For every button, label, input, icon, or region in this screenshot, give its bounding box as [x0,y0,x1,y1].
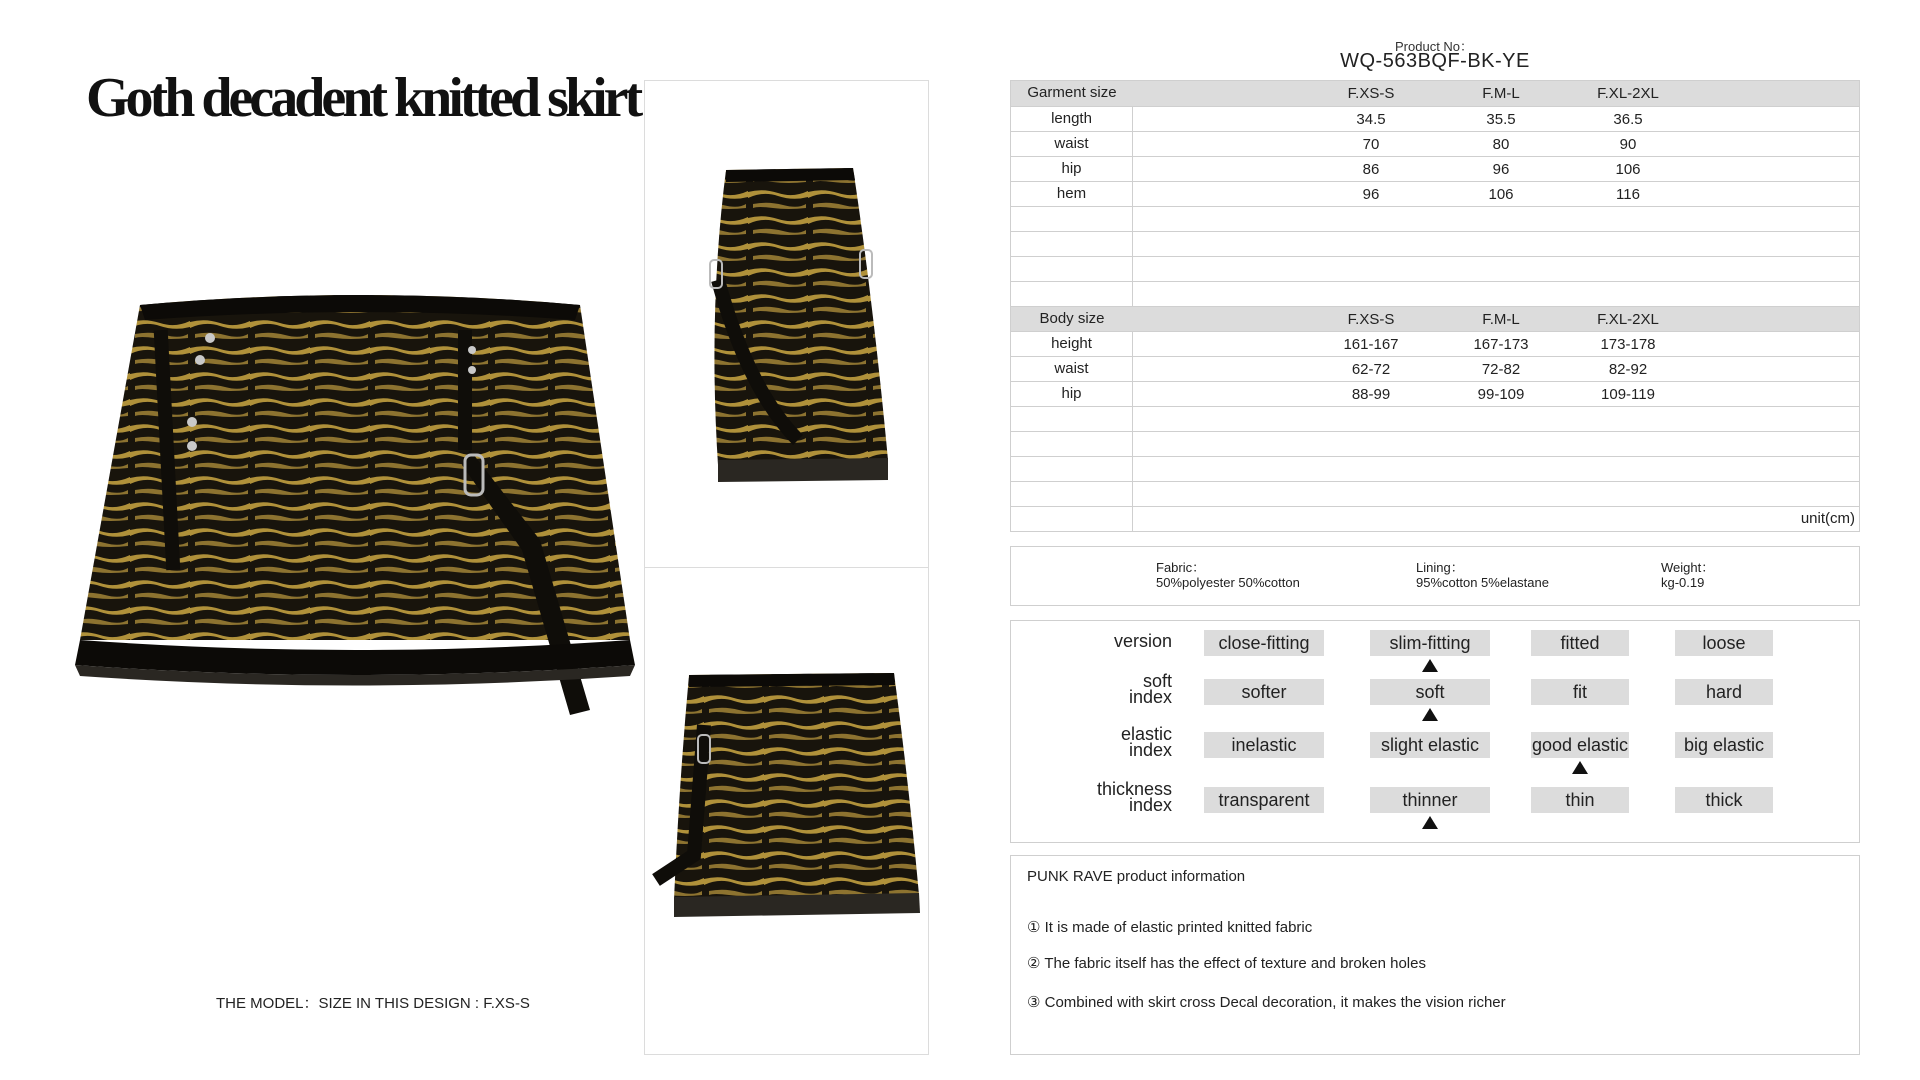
table-row-empty [1011,481,1859,506]
option-chip: transparent [1204,787,1324,813]
row-label: hip [1011,157,1133,181]
option-chip: inelastic [1204,732,1324,758]
selected-marker-icon [1422,659,1438,672]
table-row [1011,156,1859,181]
table-cell: 82-92 [1608,360,1648,378]
unit-row [1011,506,1859,531]
property-label-line: elastic [1120,724,1172,744]
row-label: waist [1011,357,1133,381]
list-item: ① It is made of elastic printed knitted fabric [1027,919,1313,936]
option-chip: thick [1675,787,1773,813]
property-label-line: index [1128,687,1172,707]
table-cell: 96 [1362,185,1380,203]
size-col-1: F.XS-S [1347,85,1395,102]
table-cell: 72-82 [1481,360,1521,378]
option-chip: slight elastic [1370,732,1490,758]
alt-view-divider [644,567,929,568]
property-label-line: index [1128,740,1172,760]
skirt-back-image [644,665,929,930]
size-col-2: F.M-L [1482,310,1520,328]
unit-label: unit(cm) [1800,510,1855,527]
property-label-line: soft [1142,671,1172,691]
option-chip: thin [1531,787,1629,813]
weight-info [1661,560,1714,590]
row-label: hem [1011,182,1133,206]
table-row-empty [1011,231,1859,256]
table-cell: 161-167 [1343,335,1399,353]
product-number: WQ-563BQF-BK-YE [1340,50,1530,72]
fabric-label: Fabric： [1156,560,1206,575]
weight-label: Weight： [1661,560,1715,575]
size-table [1010,80,1860,532]
fabric-value: 50%polyester 50%cotton [1156,575,1300,590]
option-chip: good elastic [1531,732,1629,758]
table-row [1011,381,1859,406]
table-cell: 106 [1615,160,1641,178]
option-chip: fit [1531,679,1629,705]
table-cell: 116 [1616,185,1640,203]
table-cell: 167-173 [1473,335,1529,353]
option-chip: hard [1675,679,1773,705]
table-row-empty [1011,206,1859,231]
table-cell: 106 [1488,185,1514,203]
property-label-line: thickness [1096,779,1172,799]
table-row [1011,356,1859,381]
product-title: Goth decadent knitted skirt [86,67,640,129]
table-cell: 62-72 [1351,360,1391,378]
table-cell: 34.5 [1356,110,1386,128]
table-cell: 96 [1492,160,1510,178]
table-cell: 90 [1619,135,1637,153]
product-info-box [1010,855,1860,1055]
body-size-header [1011,306,1859,331]
fabric-info-box [1010,546,1860,606]
table-cell: 70 [1362,135,1380,153]
row-label: waist [1011,132,1133,156]
row-label: length [1011,107,1133,131]
table-cell: 86 [1362,160,1380,178]
property-label-thickness-index [1097,781,1172,813]
option-chip: softer [1204,679,1324,705]
skirt-side-image [688,160,908,490]
table-cell: 109-119 [1601,385,1655,403]
property-label-line: index [1128,795,1172,815]
weight-value: kg-0.19 [1661,575,1705,590]
property-label-line: version [1113,631,1172,651]
option-chip: close-fitting [1204,630,1324,656]
product-info-title: PUNK RAVE product information [1027,868,1246,885]
table-row-empty [1011,256,1859,281]
table-row-empty [1011,431,1859,456]
property-box [1010,620,1860,843]
table-row-empty [1011,456,1859,481]
garment-size-label: Garment size [1027,84,1117,101]
property-label-version [1114,633,1172,649]
garment-size-header [1011,81,1859,106]
option-chip: loose [1675,630,1773,656]
option-chip: thinner [1370,787,1490,813]
skirt-front-image [70,290,650,850]
size-col-3: F.XL-2XL [1597,85,1659,102]
table-row [1011,181,1859,206]
row-label: hip [1011,382,1133,406]
table-row [1011,131,1859,156]
lining-info [1416,560,1549,590]
product-number-label: Product No： [1395,39,1474,54]
size-col-3: F.XL-2XL [1597,310,1659,328]
size-col-2: F.M-L [1482,85,1520,102]
selected-marker-icon [1572,761,1588,774]
size-col-1: F.XS-S [1347,310,1395,328]
table-row-empty [1011,281,1859,306]
table-row [1011,106,1859,131]
selected-marker-icon [1422,816,1438,829]
row-label: height [1011,332,1133,356]
option-chip: fitted [1531,630,1629,656]
option-chip: slim-fitting [1370,630,1490,656]
list-item: ③ Combined with skirt cross Decal decoration, it makes the vision richer [1027,994,1506,1011]
lining-label: Lining： [1416,560,1464,575]
option-chip: big elastic [1675,732,1773,758]
model-size-note: THE MODEL：SIZE IN THIS DESIGN : F.XS-S [216,995,530,1012]
table-cell: 99-109 [1477,385,1525,403]
fabric-info [1156,560,1300,590]
property-label-soft-index [1129,673,1172,705]
table-row [1011,331,1859,356]
table-cell: 80 [1492,135,1510,153]
selected-marker-icon [1422,708,1438,721]
table-cell: 36.5 [1613,110,1643,128]
table-cell: 35.5 [1486,110,1516,128]
body-size-label: Body size [1039,310,1105,327]
list-item: ② The fabric itself has the effect of texture and broken holes [1027,955,1426,972]
table-cell: 173-178 [1600,335,1656,353]
table-row-empty [1011,406,1859,431]
property-label-elastic-index [1121,726,1172,758]
option-chip: soft [1370,679,1490,705]
lining-value: 95%cotton 5%elastane [1416,575,1549,590]
table-cell: 88-99 [1351,385,1391,403]
